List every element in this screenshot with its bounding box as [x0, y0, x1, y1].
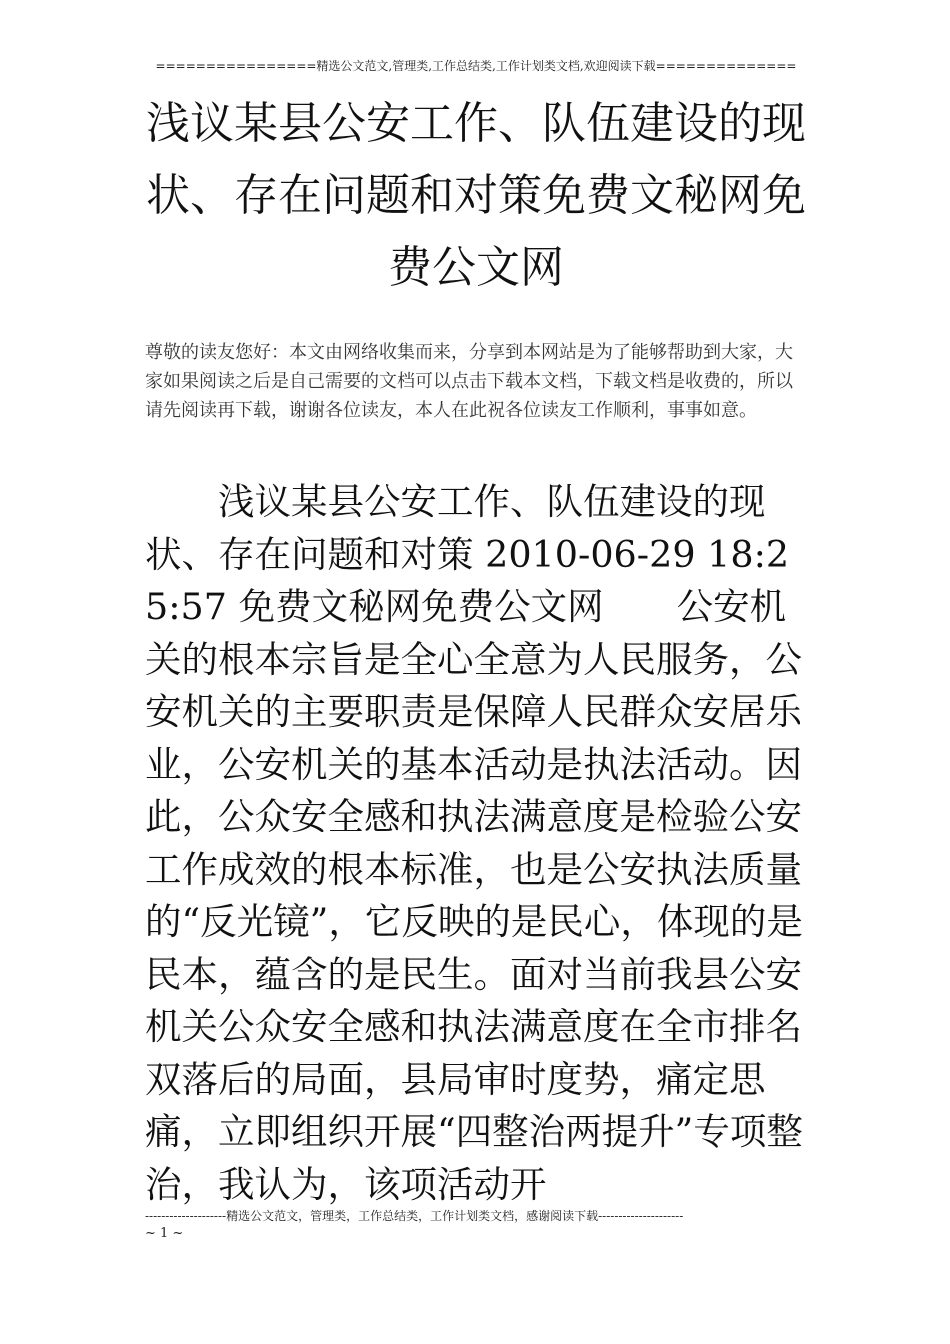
body-paragraph: 浅议某县公安工作、队伍建设的现状、存在问题和对策 2010-06-29 18:25:57 免费文秘网免费公文网 公安机关的根本宗旨是全心全意为人民服务，公安机关的主要职责是保障人民群众安居乐业，公安机关的基本活动是执法活动。因此，公众安全感和执法满意度是检验公安工作成效的根本标准，也是公安执法质量的“反光镜”，它反映的是民心，体现的是民本，蕴含的是民生。面对当前我县公安机关公众安全感和执法满意度在全市排名双落后的局面，县局审时度势，痛定思痛，立即组织开展“四整治两提升”专项整治，我认为，该项活动开: [145, 480, 803, 1206]
reader-notice: 尊敬的读友您好：本文由网络收集而来，分享到本网站是为了能够帮助到大家，大家如果阅读之后是自己需要的文档可以点击下载本文档，下载文档是收费的，所以请先阅读再下载，谢谢各位读友，本人在此祝各位读友工作顺利，事事如意。: [145, 342, 793, 421]
header-banner: ================精选公文范文,管理类,工作总结类,工作计划类文档,欢迎阅读下载==============: [155, 59, 797, 73]
footer-banner: --------------------精选公文范文，管理类，工作总结类，工作计划类文档，感谢阅读下载---------------------: [145, 1209, 684, 1223]
page-number: ~ 1 ~: [145, 1226, 184, 1241]
document-title: 浅议某县公安工作、队伍建设的现状、存在问题和对策免费文秘网免费公文网: [146, 98, 806, 293]
